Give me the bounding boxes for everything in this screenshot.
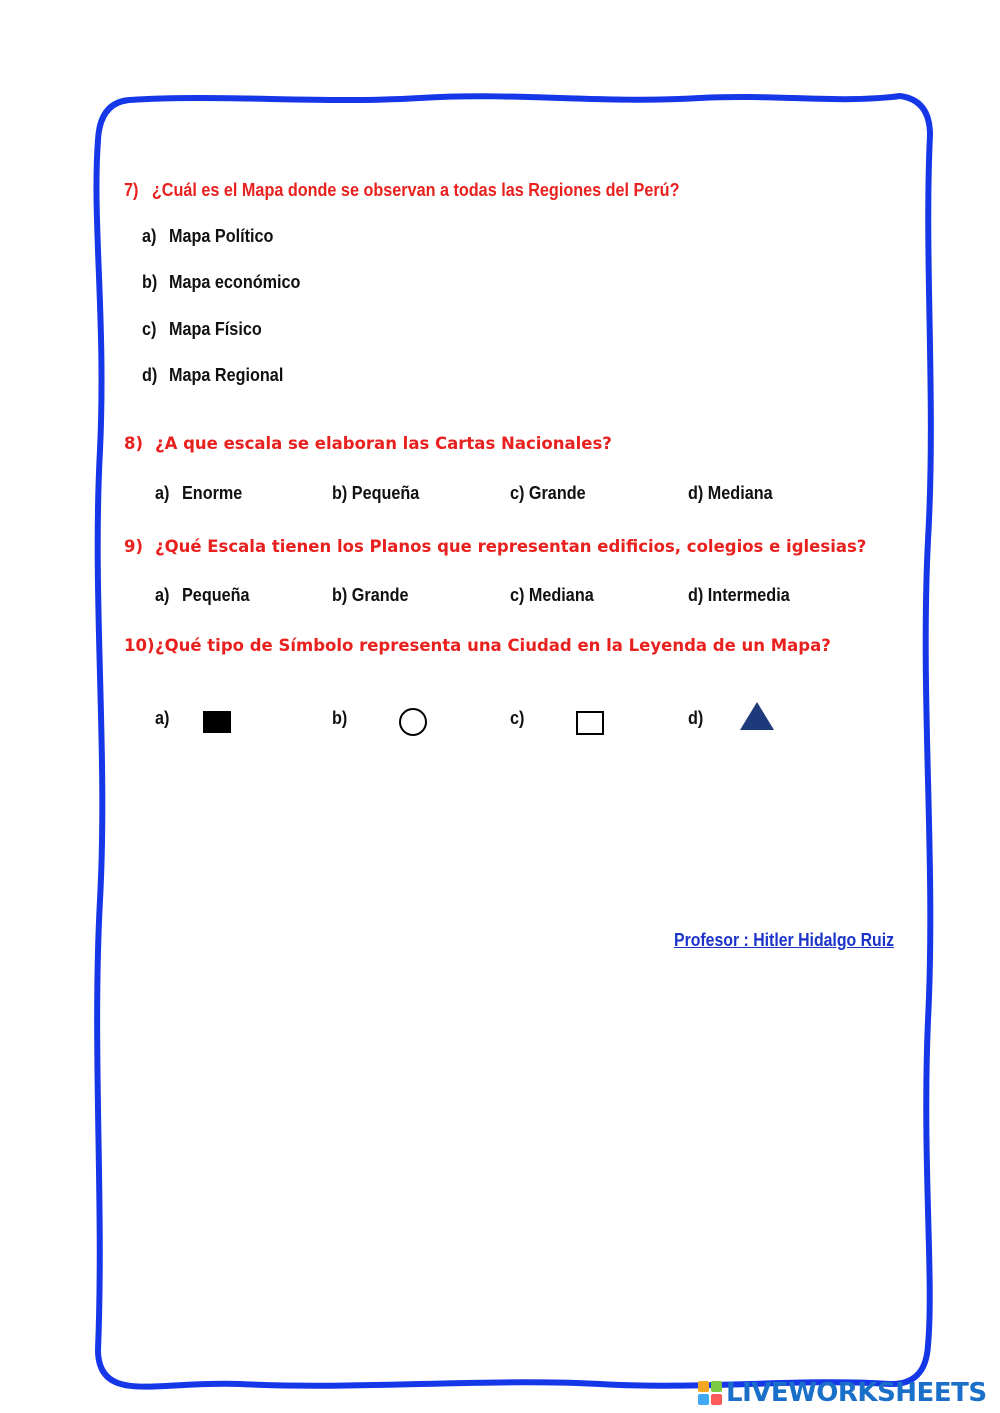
filled-triangle-icon[interactable] — [738, 700, 776, 732]
square-outline-icon[interactable] — [575, 710, 605, 736]
question-number: 8) — [124, 434, 144, 453]
question-number: 7) — [124, 180, 139, 200]
question-10 — [124, 636, 831, 655]
question-text: ¿Qué tipo de Símbolo representa una Ciudad en la Leyenda de un Mapa? — [155, 636, 831, 655]
option-10c-letter[interactable]: c) — [510, 708, 525, 728]
question-number: 9) — [124, 537, 144, 556]
option-8d[interactable]: d) Mediana — [688, 483, 773, 503]
option-7a[interactable]: a) Mapa Político — [142, 226, 274, 246]
option-9a[interactable]: a) Pequeña — [155, 585, 250, 605]
option-9b[interactable]: b) Grande — [332, 585, 409, 605]
option-9c[interactable]: c) Mediana — [510, 585, 594, 605]
filled-square-icon[interactable] — [202, 710, 232, 734]
option-8c[interactable]: c) Grande — [510, 483, 586, 503]
option-7c[interactable]: c) Mapa Físico — [142, 319, 262, 339]
option-8b[interactable]: b) Pequeña — [332, 483, 420, 503]
circle-outline-icon[interactable] — [397, 706, 429, 738]
question-number: 10) — [124, 636, 155, 655]
brand-watermark — [697, 1378, 987, 1408]
option-7d[interactable]: d) Mapa Regional — [142, 365, 284, 385]
option-9d[interactable]: d) Intermedia — [688, 585, 790, 605]
option-8a[interactable]: a) Enorme — [155, 483, 243, 503]
question-8 — [124, 434, 612, 453]
brand-name: LIVEWORKSHEETS — [726, 1378, 987, 1408]
option-10d-letter[interactable]: d) — [688, 708, 704, 728]
option-10a-letter[interactable]: a) — [155, 708, 170, 728]
live-logo-icon — [697, 1380, 723, 1406]
question-text: ¿A que escala se elaboran las Cartas Nacionales? — [155, 434, 612, 453]
question-text: ¿Qué Escala tienen los Planos que representan edificios, colegios e iglesias? — [155, 537, 867, 556]
question-9 — [124, 537, 866, 556]
option-7b[interactable]: b) Mapa económico — [142, 272, 301, 292]
question-7 — [124, 180, 679, 201]
option-10b-letter[interactable]: b) — [332, 708, 348, 728]
question-text: ¿Cuál es el Mapa donde se observan a todas las Regiones del Perú? — [151, 180, 680, 200]
author-link[interactable]: Profesor : Hitler Hidalgo Ruiz — [674, 930, 895, 950]
